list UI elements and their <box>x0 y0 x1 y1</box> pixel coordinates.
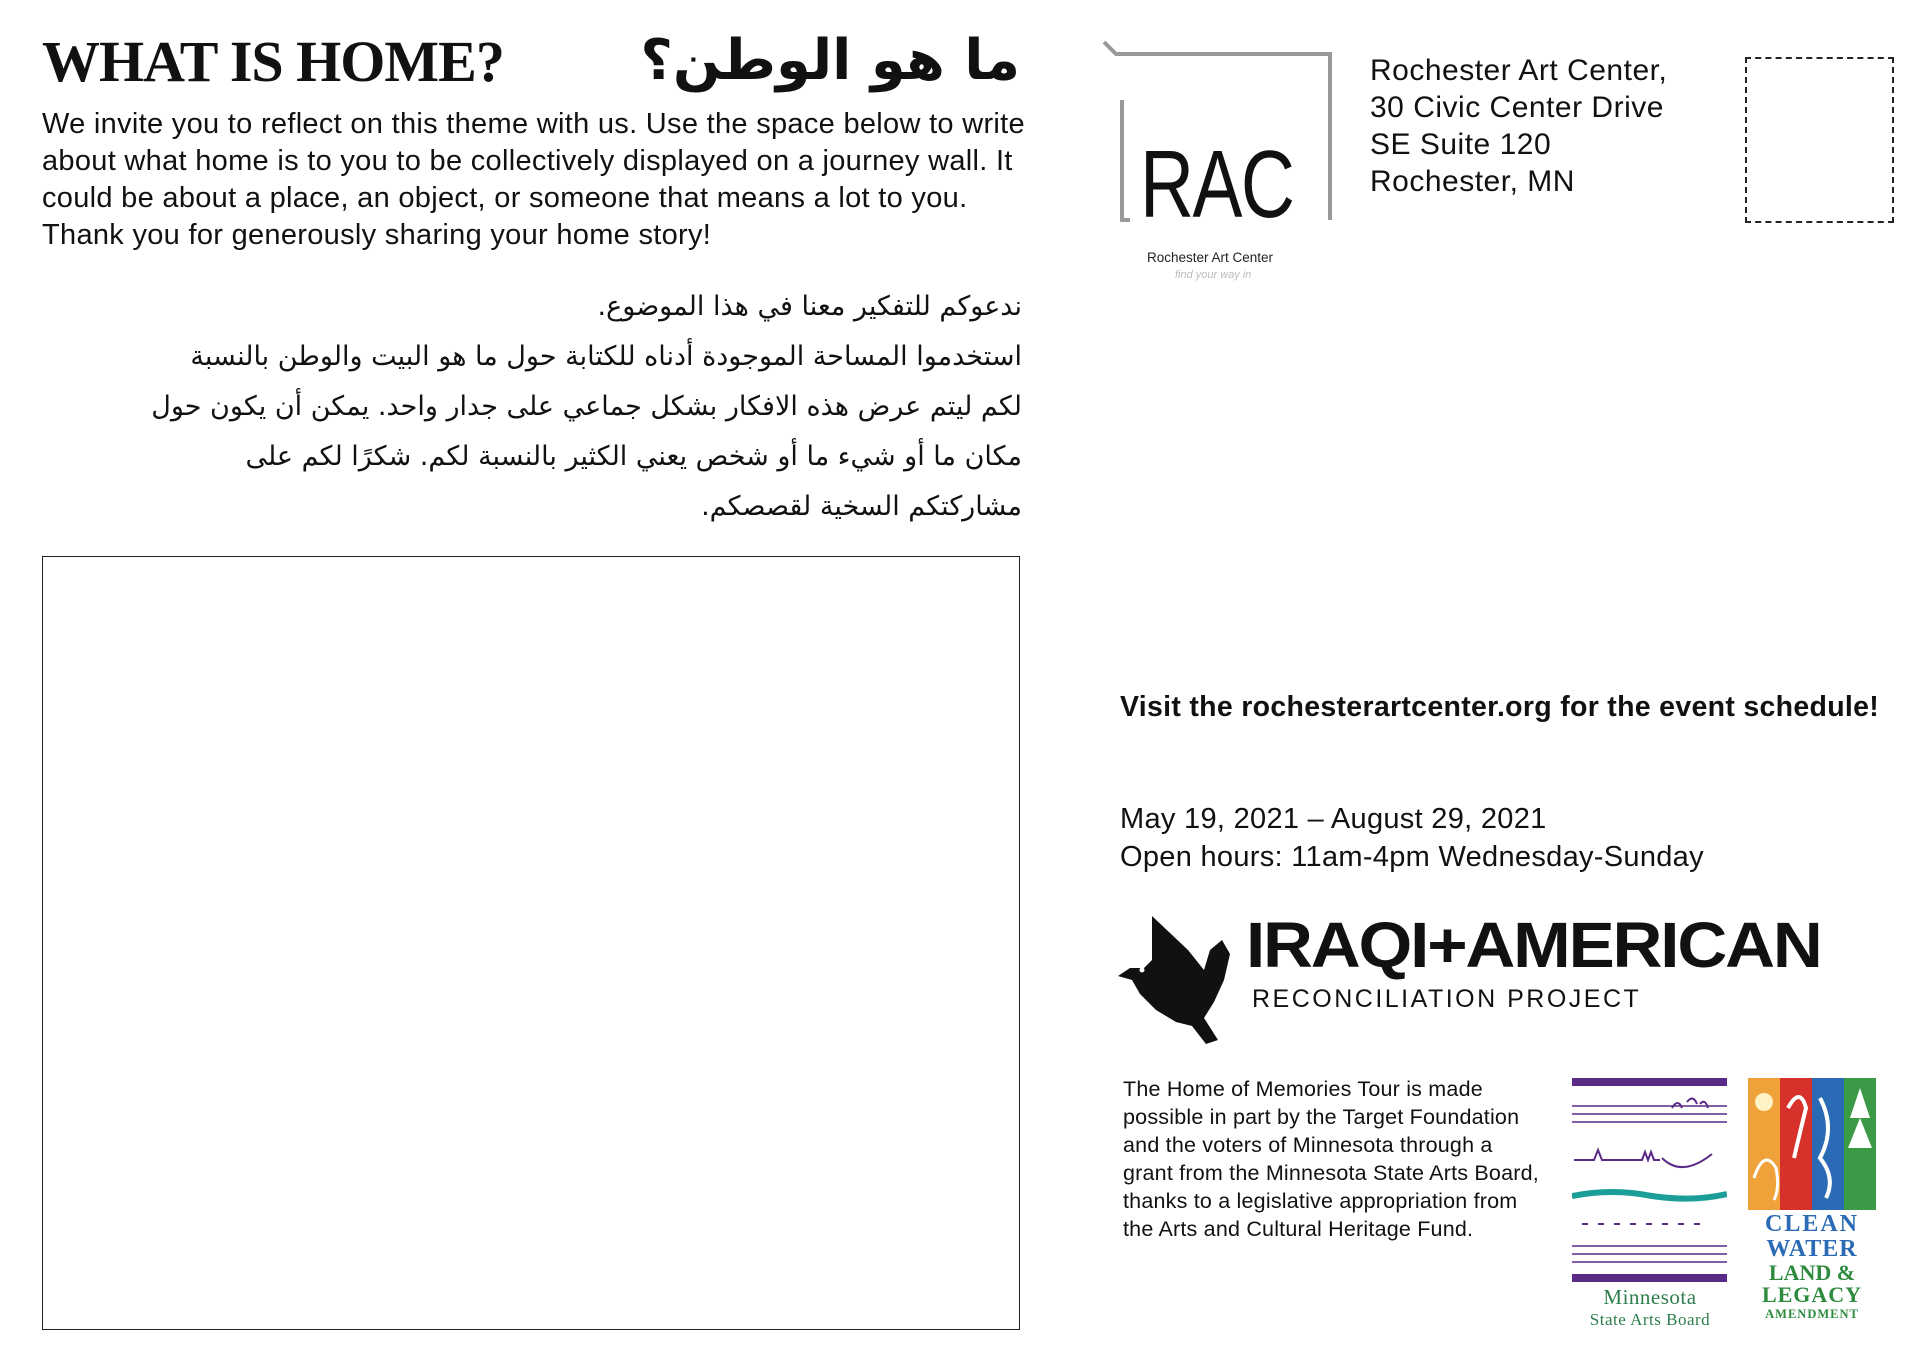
rac-logo-tagline: find your way in <box>1175 269 1252 281</box>
legacy-land-text: LAND & <box>1768 1260 1856 1285</box>
visit-website-note: Visit the rochesterartcenter.org for the event schedule! <box>1120 691 1880 723</box>
dove-icon <box>1118 910 1248 1050</box>
legacy-water-text: WATER <box>1766 1236 1858 1262</box>
event-hours: Open hours: 11am-4pm Wednesday-Sunday <box>1120 841 1704 873</box>
writing-area-box[interactable] <box>42 556 1020 1330</box>
invitation-arabic-line: استخدموا المساحة الموجودة أدناه للكتابة حول ما هو البيت والوطن بالنسبة <box>190 341 1022 372</box>
invitation-arabic-line: مشاركتكم السخية لقصصكم. <box>701 491 1022 522</box>
invitation-arabic-line: مكان ما أو شيء ما أو شخص يعني الكثير بالنسبة لكم. شكرًا لكم على <box>245 441 1022 472</box>
event-dates-hours <box>1120 800 1704 876</box>
iraqi-american-title: IRAQI+AMERICAN <box>1246 909 1821 981</box>
event-dates: May 19, 2021 – August 29, 2021 <box>1120 803 1547 835</box>
legacy-legacy-text: LEGACY <box>1761 1282 1863 1307</box>
title-english: WHAT IS HOME? <box>42 29 504 94</box>
address-line: Rochester, MN <box>1370 165 1575 198</box>
title-arabic: ما هو الوطن؟ <box>640 28 1020 93</box>
address-line: SE Suite 120 <box>1370 128 1552 161</box>
stamp-placeholder-box <box>1745 57 1894 223</box>
legacy-clean-text: CLEAN <box>1764 1211 1859 1237</box>
msab-name-line1: Minnesota <box>1603 1285 1697 1309</box>
invitation-arabic-line: ندعوكم للتفكير معنا في هذا الموضوع. <box>597 291 1022 322</box>
mailing-address <box>1370 52 1667 200</box>
invitation-arabic <box>42 282 1022 532</box>
address-line: 30 Civic Center Drive <box>1370 91 1664 124</box>
reconciliation-project-subtitle: RECONCILIATION PROJECT <box>1252 985 1642 1013</box>
msab-name-line2: State Arts Board <box>1589 1310 1711 1329</box>
rac-logo-name: Rochester Art Center <box>1147 250 1274 265</box>
invitation-english: We invite you to reflect on this theme with us. Use the space below to write about what home is to you to be collectively displayed on a journey wall. It could be about a place, an object, or someone that means a lot to you. Thank you for generously sharing your home story! <box>42 108 1025 251</box>
invitation-arabic-line: لكم ليتم عرض هذه الافكار بشكل جماعي على جدار واحد. يمكن أن يكون حول <box>151 391 1022 422</box>
rac-logo-mark: RAC <box>1140 131 1294 238</box>
address-line: Rochester Art Center, <box>1370 54 1668 87</box>
msab-logo-icon <box>1572 1078 1727 1306</box>
funding-credit: The Home of Memories Tour is made possible in part by the Target Foundation and the voters of Minnesota through a grant from the Minnesota State Arts Board, thanks to a legislative appropriation from the Arts and Cultural Heritage Fund. <box>1123 1077 1539 1241</box>
legacy-amendment-text: AMENDMENT <box>1765 1307 1859 1321</box>
